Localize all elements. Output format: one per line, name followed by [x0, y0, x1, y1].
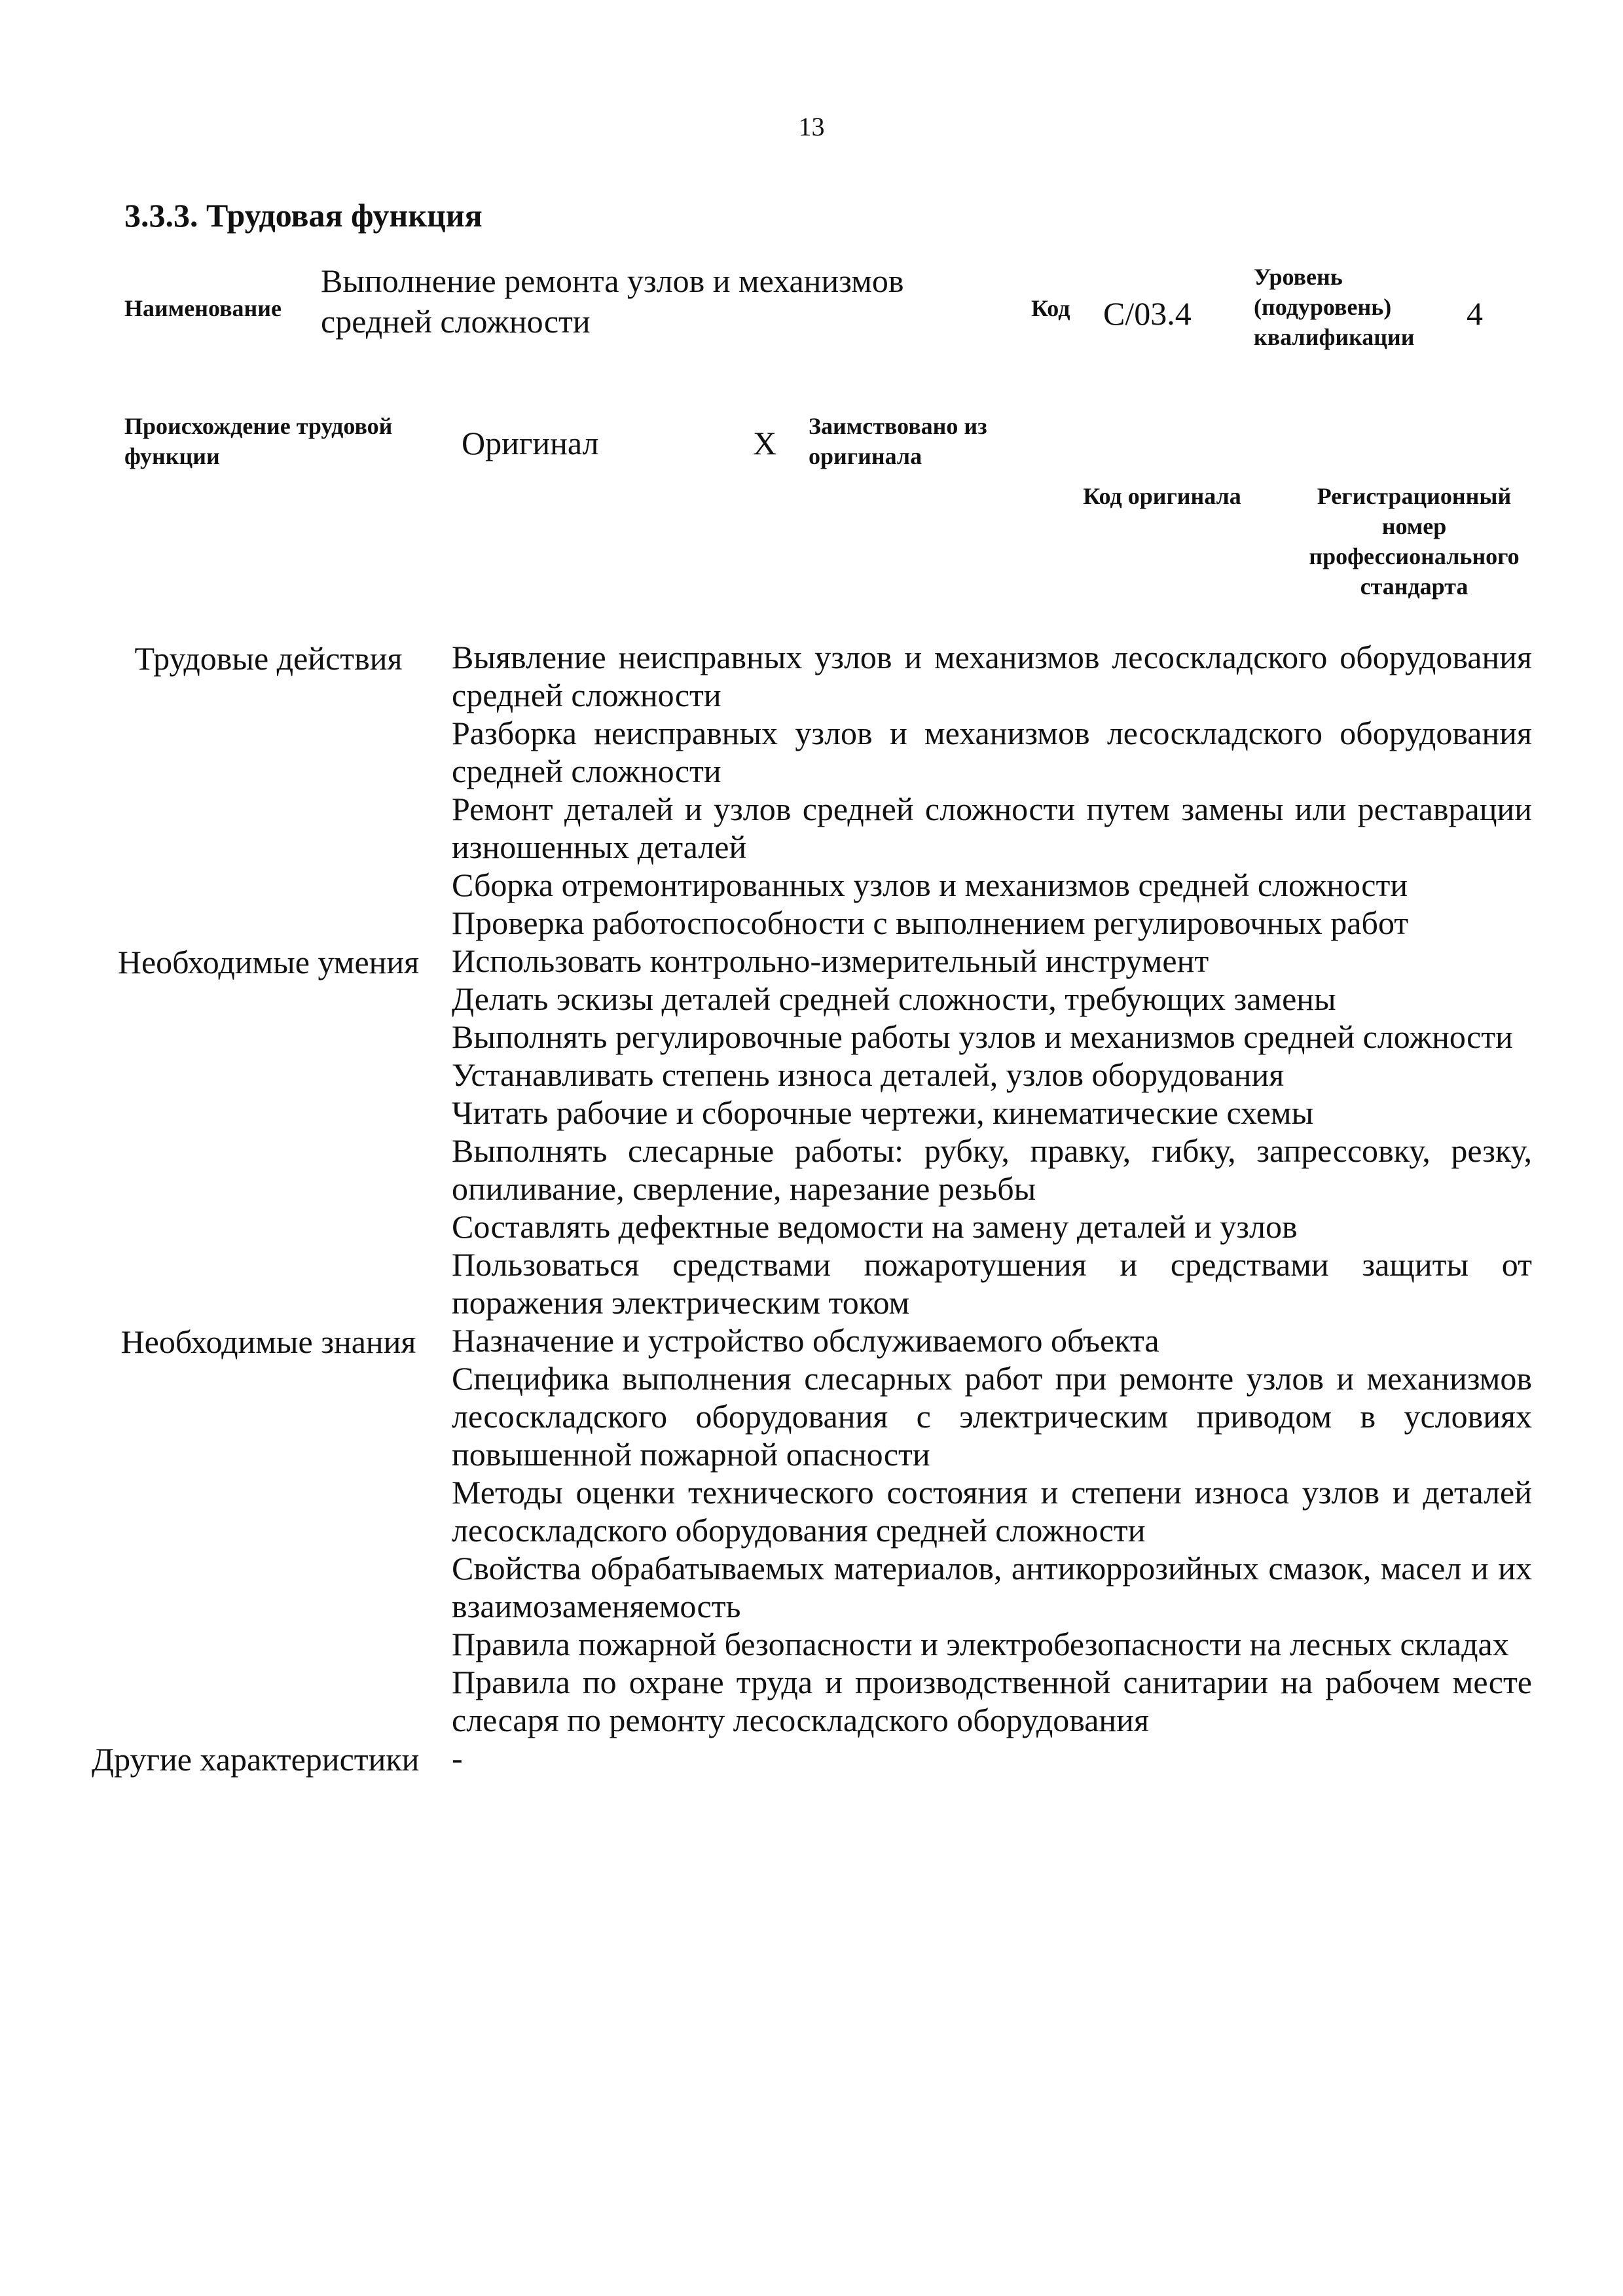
- section-item-cell: [445, 1625, 1532, 1663]
- section-item: Устанавливать степень износа деталей, узлов оборудования: [452, 1056, 1285, 1093]
- section-item: Выявление неисправных узлов и механизмов лесоскладского оборудования средней сложности: [452, 639, 1532, 713]
- section-item-cell: [445, 942, 1532, 980]
- section-item: Выполнять слесарные работы: рубку, правку, гибку, запрессовку, резку, опиливание, сверление, нарезание резьбы: [452, 1132, 1532, 1207]
- qualification-level: 4: [1467, 295, 1483, 332]
- section-item: Проверка работоспособности с выполнением регулировочных работ: [452, 905, 1409, 941]
- section-item: Назначение и устройство обслуживаемого объекта: [452, 1322, 1159, 1359]
- section-row: [92, 942, 1532, 980]
- section-item: Правила по охране труда и производственной санитарии на рабочем месте слесаря по ремонту лесоскладского оборудования: [452, 1664, 1532, 1738]
- function-details-table: [92, 638, 1532, 1778]
- section-item-cell: [445, 1663, 1532, 1739]
- section-item: Разборка неисправных узлов и механизмов лесоскладского оборудования средней сложности: [452, 715, 1532, 789]
- section-item-cell: [445, 714, 1532, 790]
- section-item-cell: [445, 1549, 1532, 1625]
- origin-original: Оригинал: [462, 425, 599, 461]
- section-item-cell: [445, 790, 1532, 866]
- section-item: Пользоваться средствами пожаротушения и средствами защиты от поражения электрическим током: [452, 1246, 1532, 1321]
- section-item-cell: [445, 1132, 1532, 1208]
- section-item-cell: [445, 638, 1532, 714]
- sections-body: [92, 638, 1532, 1778]
- section-item: -: [452, 1740, 463, 1776]
- section-item: Делать эскизы деталей средней сложности, требующих замены: [452, 980, 1336, 1017]
- section-item: Специфика выполнения слесарных работ при ремонте узлов и механизмов лесоскладского оборудования с электрическим приводом в условиях повышенной пожарной опасности: [452, 1360, 1532, 1473]
- page-number: 13: [798, 112, 825, 141]
- section-item-cell: [445, 980, 1532, 1018]
- section-item-cell: [445, 1739, 1532, 1778]
- section-item: Ремонт деталей и узлов средней сложности путем замены или реставрации изношенных деталей: [452, 791, 1532, 865]
- section-label: Необходимые знания: [120, 1323, 416, 1360]
- section-row: [92, 1739, 1532, 1778]
- section-item: Сборка отремонтированных узлов и механизмов средней сложности: [452, 867, 1408, 903]
- section-item-cell: [445, 866, 1532, 904]
- section-item-cell: [445, 1094, 1532, 1132]
- section-item-cell: [445, 1208, 1532, 1246]
- code-label: Код: [1031, 295, 1070, 321]
- section-item-cell: [445, 1321, 1532, 1359]
- section-item-cell: [445, 1473, 1532, 1549]
- section-item-cell: [445, 1359, 1532, 1473]
- section-item-cell: [445, 1056, 1532, 1094]
- section-item-cell: [445, 904, 1532, 942]
- section-row: [92, 638, 1532, 714]
- borrowed-label: Заимствовано из оригинала: [809, 413, 987, 469]
- function-name: Выполнение ремонта узлов и механизмов средней сложности: [321, 262, 904, 340]
- qualification-level-label: Уровень (подуровень) квалификации: [1254, 264, 1415, 350]
- section-label: Необходимые умения: [117, 944, 420, 980]
- section-item: Правила пожарной безопасности и электробезопасности на лесных складах: [452, 1626, 1509, 1662]
- section-label: Трудовые действия: [134, 640, 403, 677]
- function-code: C/03.4: [1103, 295, 1192, 332]
- section-item: Выполнять регулировочные работы узлов и механизмов средней сложности: [452, 1018, 1513, 1055]
- section-item: Читать рабочие и сборочные чертежи, кинематические схемы: [452, 1094, 1314, 1131]
- origin-label: Происхождение трудовой функции: [124, 413, 393, 469]
- original-code-label: Код оригинала: [1083, 483, 1241, 509]
- origin-mark: X: [753, 425, 777, 461]
- section-item: Методы оценки технического состояния и степени износа узлов и деталей лесоскладского оборудования средней сложности: [452, 1474, 1532, 1549]
- section-title: 3.3.3. Трудовая функция: [124, 197, 483, 234]
- section-item-cell: [445, 1246, 1532, 1321]
- name-label: Наименование: [124, 295, 282, 321]
- section-item-cell: [445, 1018, 1532, 1056]
- registration-number-label: Регистрационный номер профессионального стандарта: [1309, 483, 1520, 600]
- section-label: Другие характеристики: [92, 1741, 420, 1778]
- section-item: Составлять дефектные ведомости на замену деталей и узлов: [452, 1208, 1298, 1245]
- section-row: [92, 1321, 1532, 1359]
- section-item: Использовать контрольно-измерительный инструмент: [452, 942, 1209, 979]
- section-item: Свойства обрабатываемых материалов, антикоррозийных смазок, масел и их взаимозаменяемость: [452, 1550, 1532, 1624]
